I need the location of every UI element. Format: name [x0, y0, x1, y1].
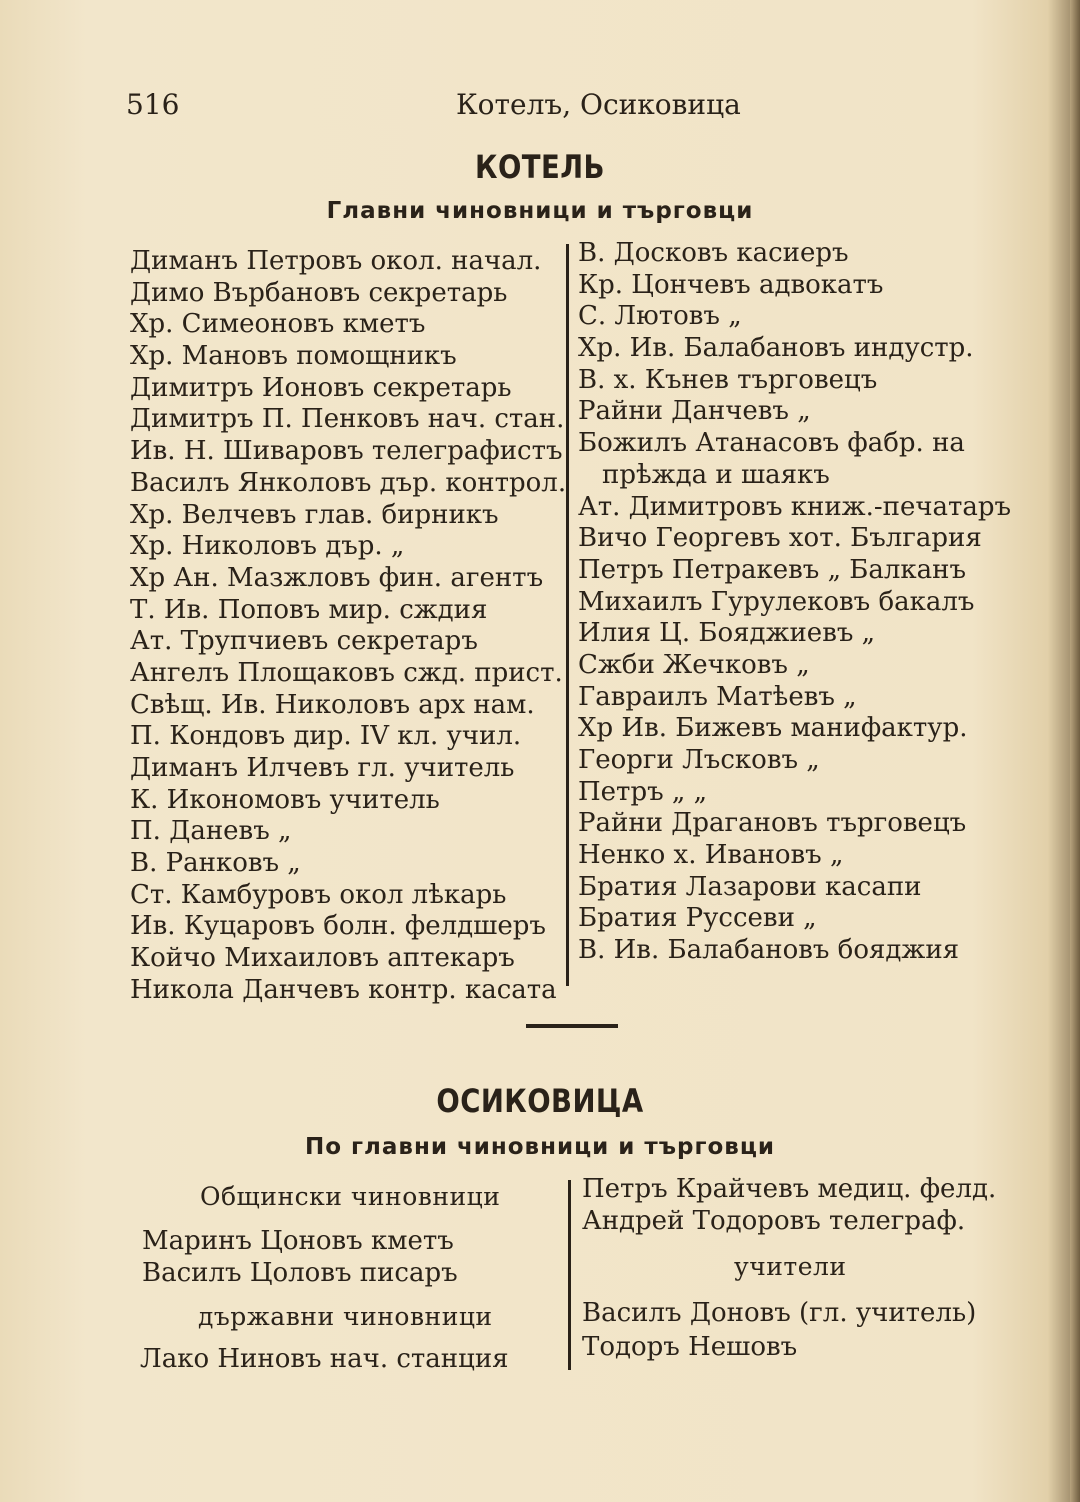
list-item: Божилъ Атанасовъ фабр. на — [578, 428, 965, 459]
section-subtitle-osikovica: По главни чиновници и търговци — [304, 1134, 776, 1160]
column-divider-rule — [566, 244, 569, 986]
list-item: Маринъ Цоновъ кметъ — [142, 1226, 454, 1256]
list-item: Диманъ Илчевъ гл. учитель — [130, 753, 515, 783]
list-item: Димо Върбановъ секретарь — [130, 277, 508, 308]
list-item: П. Даневъ „ — [130, 816, 292, 847]
column-divider-rule — [568, 1180, 571, 1370]
teachers-heading: учители — [734, 1252, 847, 1281]
list-item: Хр. Ив. Балабановъ индустр. — [578, 333, 974, 364]
list-item: Гавраилъ Матѣевъ „ — [578, 681, 857, 712]
list-item: Братия Руссеви „ — [578, 903, 817, 934]
list-item: Георги Лъсковъ „ — [578, 745, 820, 775]
page-header — [0, 88, 1080, 128]
list-item: Тодоръ Нешовъ — [582, 1332, 798, 1362]
list-item: Лако Ниновъ нач. станция — [140, 1344, 509, 1374]
list-item: Свѣщ. Ив. Николовъ арх нам. — [130, 689, 535, 720]
page-number: 516 — [126, 88, 180, 121]
section-title-osikovica: ОСИКОВИЦА — [436, 1082, 644, 1120]
list-item: Петръ „ „ — [578, 776, 708, 807]
list-item: Димитръ П. Пенковъ нач. стан. — [130, 404, 565, 435]
list-item: В. Ив. Балабановъ бояджия — [578, 935, 960, 966]
list-item: Ив. Н. Шиваровъ телеграфистъ — [130, 436, 563, 467]
list-item: В. Досковъ касиеръ — [578, 238, 849, 268]
list-item: С. Лютовъ „ — [578, 301, 742, 332]
list-item: Хр Ив. Бижевъ манифактур. — [578, 713, 968, 744]
page-edge-shadow — [1070, 0, 1080, 1502]
list-item: Ив. Куцаровъ болн. фелдшеръ — [130, 911, 546, 942]
section-subtitle-kotel: Главни чиновници и търговци — [326, 198, 754, 224]
list-item: Андрей Тодоровъ телеграф. — [582, 1206, 966, 1236]
list-item: Петръ Крайчевъ медиц. фелд. — [582, 1174, 997, 1204]
section-divider — [526, 1024, 618, 1028]
municipal-officials-heading: Общински чиновници — [200, 1182, 501, 1211]
list-item: Сжби Жечковъ „ — [578, 649, 810, 680]
list-item: Михаилъ Гурулековъ бакалъ — [578, 586, 975, 617]
state-officials-heading: държавни чиновници — [198, 1302, 493, 1331]
list-item: Хр. Симеоновъ кметъ — [130, 309, 426, 340]
kotel-left-column — [130, 246, 566, 1007]
kotel-right-column — [578, 238, 1011, 967]
list-item: Василъ Цоловъ писаръ — [142, 1258, 458, 1288]
list-item: Ненко х. Ивановъ „ — [578, 840, 844, 871]
running-title: Котелъ, Осиковица — [456, 88, 741, 121]
list-item: Хр. Николовъ дър. „ — [130, 531, 405, 562]
list-item: Диманъ Петровъ окол. начал. — [130, 246, 542, 276]
list-item: Ат. Трупчиевъ секретаръ — [130, 626, 478, 657]
list-item: Василъ Доновъ (гл. учитель) — [582, 1298, 977, 1328]
list-item: Т. Ив. Поповъ мир. сждия — [130, 594, 488, 625]
list-item: К. Икономовъ учитель — [130, 784, 440, 815]
list-item: Никола Данчевъ контр. касата — [130, 974, 557, 1005]
list-item: прѣжда и шаякъ — [602, 459, 830, 490]
list-item: Илия Ц. Бояджиевъ „ — [578, 618, 876, 649]
list-item: Хр. Велчевъ глав. бирникъ — [130, 499, 499, 530]
list-item: Райни Драгановъ търговецъ — [578, 808, 967, 839]
list-item: Братия Лазарови касапи — [578, 871, 922, 902]
list-item: В. х. Кънев търговецъ — [578, 364, 878, 395]
list-item: Ангелъ Площаковъ сжд. прист. — [130, 657, 563, 688]
list-item: П. Кондовъ дир. IV кл. учил. — [130, 721, 522, 752]
list-item: Василъ Янколовъ дър. контрол. — [130, 467, 567, 498]
list-item: Хр. Мановъ помощникъ — [130, 341, 457, 372]
section-title-kotel: КОТЕЛЬ — [475, 148, 605, 186]
list-item: Вичо Георгевъ хот. България — [578, 523, 982, 554]
list-item: Ст. Камбуровъ окол лѣкарь — [130, 879, 507, 910]
list-item: Хр Ан. Мазжловъ фин. агентъ — [130, 562, 544, 593]
list-item: Койчо Михаиловъ аптекаръ — [130, 943, 515, 974]
list-item: Димитръ Ионовъ секретарь — [130, 372, 512, 403]
list-item: Ат. Димитровъ книж.-печатаръ — [578, 491, 1012, 522]
list-item: Райни Данчевъ „ — [578, 396, 811, 427]
list-item: Кр. Цончевъ адвокатъ — [578, 269, 884, 300]
list-item: Петръ Петракевъ „ Балканъ — [578, 554, 967, 585]
list-item: В. Ранковъ „ — [130, 848, 301, 879]
